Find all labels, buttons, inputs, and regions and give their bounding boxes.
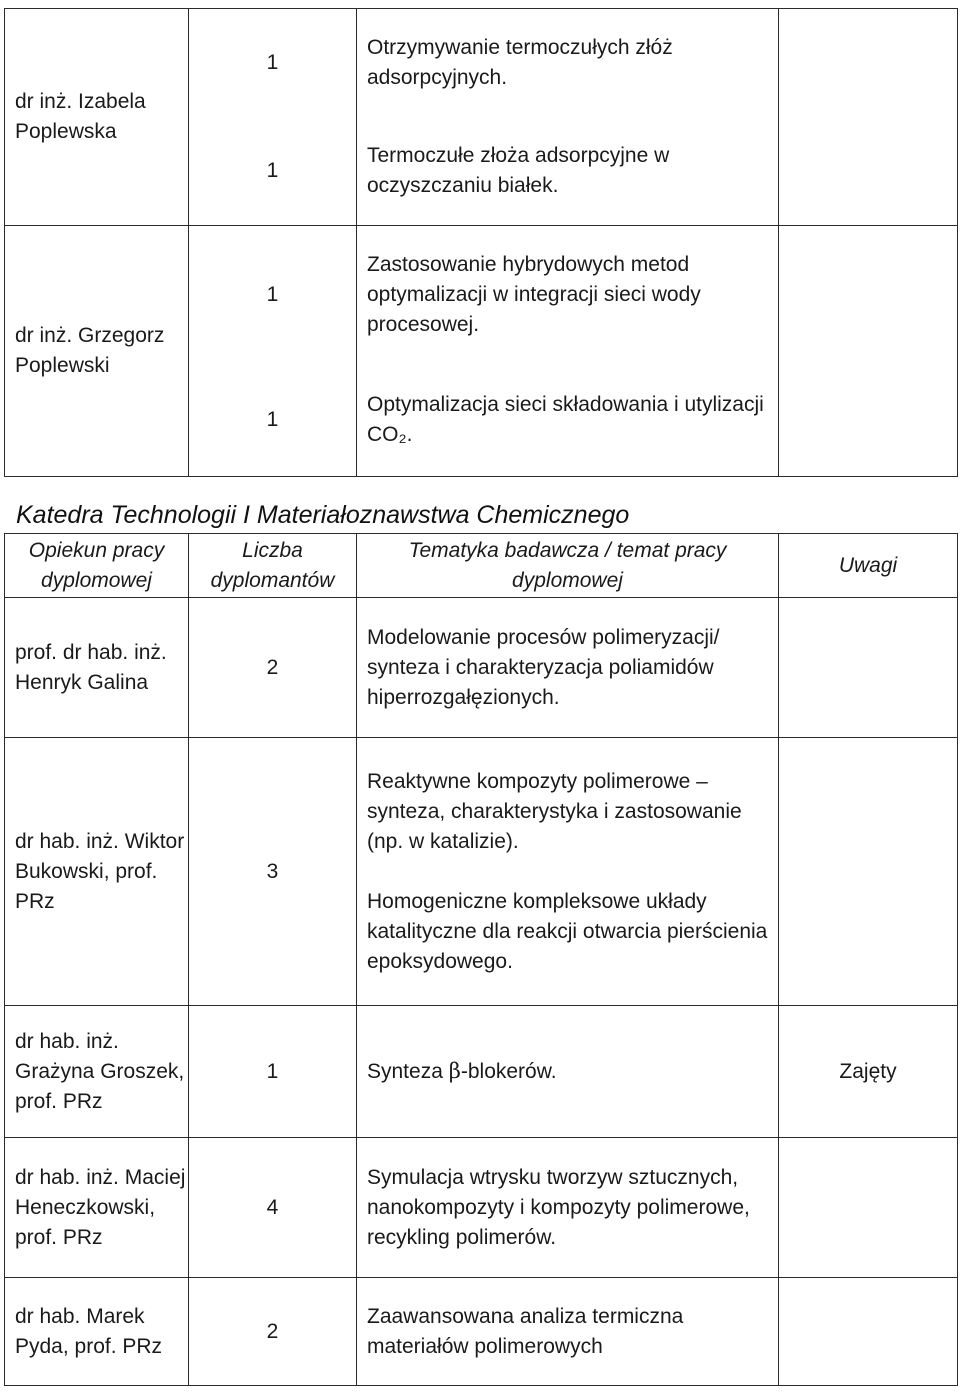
- section1-table: [4, 8, 958, 477]
- count-cell: 1: [189, 1006, 357, 1138]
- remarks-cell: [779, 598, 958, 738]
- column-header-remarks: Uwagi: [779, 534, 958, 598]
- count-cell: [189, 9, 357, 226]
- topic-title: Zastosowanie hybrydowych metod optymalizacji w integracji sieci wody procesowej.: [367, 253, 701, 336]
- supervisor-cell: dr hab. inż. Grażyna Groszek, prof. PRz: [5, 1006, 189, 1138]
- topic-title: Otrzymywanie termoczułych złóż adsorpcyjnych.: [367, 36, 673, 89]
- count-cell: 2: [189, 1278, 357, 1386]
- topic-count: 1: [266, 408, 279, 431]
- table-row: [5, 1138, 958, 1278]
- topic-title: Optymalizacja sieci składowania i utylizacji CO₂.: [367, 393, 764, 446]
- department-heading: Katedra Technologii I Materiałoznawstwa Chemicznego: [16, 501, 630, 529]
- supervisor-cell: dr inż. Grzegorz Poplewski: [5, 226, 189, 477]
- count-cell: 3: [189, 738, 357, 1006]
- count-cell: 4: [189, 1138, 357, 1278]
- supervisor-cell: dr hab. inż. Maciej Heneczkowski, prof. PRz: [5, 1138, 189, 1278]
- count-cell: [189, 226, 357, 477]
- topic-title: Homogeniczne kompleksowe układy katalityczne dla reakcji otwarcia pierścienia epoksydowego.: [367, 889, 768, 973]
- topic-title: Zaawansowana analiza termiczna materiałów polimerowych: [367, 1304, 684, 1358]
- supervisor-cell: dr hab. Marek Pyda, prof. PRz: [5, 1278, 189, 1386]
- topic-cell: [357, 598, 779, 738]
- table-row: [5, 738, 958, 1006]
- supervisor-cell: dr inż. Izabela Poplewska: [5, 9, 189, 226]
- remarks-cell: [779, 738, 958, 1006]
- count-cell: 2: [189, 598, 357, 738]
- topic-title: Termoczułe złoża adsorpcyjne w oczyszczaniu białek.: [367, 144, 670, 197]
- topic-gap: [357, 857, 778, 887]
- remarks-cell: [779, 226, 958, 477]
- topic-cell: [357, 9, 779, 226]
- topic-title: [357, 1056, 778, 1087]
- table-row: [5, 1278, 958, 1386]
- topic-cell: [357, 1138, 779, 1278]
- column-header-supervisor: Opiekun pracy dyplomowej: [5, 534, 189, 598]
- remarks-cell: [779, 1278, 958, 1386]
- beta-symbol: β: [448, 1059, 461, 1083]
- topic-title: Reaktywne kompozyty polimerowe – synteza, charakterystyka i zastosowanie (np. w katalizie).: [367, 769, 742, 853]
- topic-cell: [357, 1006, 779, 1138]
- topic-suffix: -blokerów.: [460, 1060, 557, 1083]
- header-row: [5, 534, 958, 598]
- supervisor-cell: dr hab. inż. Wiktor Bukowski, prof. PRz: [5, 738, 189, 1006]
- column-header-count: Liczba dyplomantów: [189, 534, 357, 598]
- topic-title: Modelowanie procesów polimeryzacji/ synteza i charakteryzacja poliamidów hiperrozgałęzionych.: [367, 625, 720, 709]
- topic-prefix: Synteza: [367, 1060, 449, 1083]
- remarks-cell: Zajęty: [779, 1006, 958, 1138]
- table-row: [5, 598, 958, 738]
- topic-title: Symulacja wtrysku tworzyw sztucznych, nanokompozyty i kompozyty polimerowe, recykling polimerów.: [367, 1165, 750, 1249]
- table-row: [5, 226, 958, 477]
- topic-count: 1: [266, 159, 279, 182]
- table-row: [5, 1006, 958, 1138]
- topic-count: 1: [266, 51, 279, 74]
- remarks-cell: [779, 1138, 958, 1278]
- remarks-cell: [779, 9, 958, 226]
- topic-count: 1: [266, 283, 279, 306]
- topic-cell: [357, 1278, 779, 1386]
- table-row: [5, 9, 958, 226]
- topic-cell: [357, 738, 779, 1006]
- topic-cell: [357, 226, 779, 477]
- column-header-topic: Tematyka badawcza / temat pracy dyplomowej: [357, 534, 779, 598]
- supervisor-cell: prof. dr hab. inż. Henryk Galina: [5, 598, 189, 738]
- section2-table: [4, 533, 958, 1386]
